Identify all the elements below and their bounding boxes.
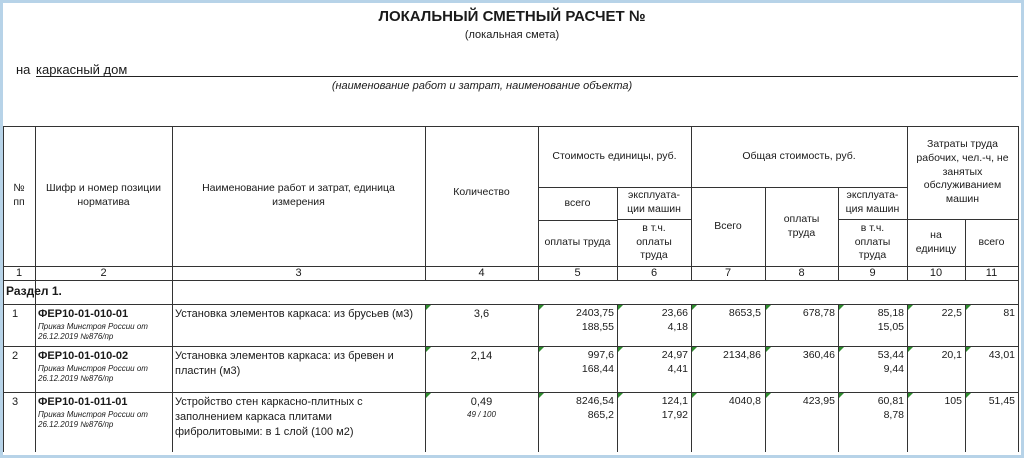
total-labor: 678,78 — [802, 307, 835, 319]
column-number: 10 — [929, 266, 943, 279]
table-line — [3, 392, 1018, 393]
total-all: 8653,5 — [728, 307, 761, 319]
workers-total: 81 — [1003, 307, 1015, 319]
table-line — [172, 304, 1018, 305]
cell-marker — [766, 393, 771, 398]
table-line — [3, 304, 172, 305]
cell-marker — [966, 347, 971, 352]
total-all: 4040,8 — [728, 395, 761, 407]
cell-marker — [692, 347, 697, 352]
cell-marker — [539, 305, 544, 310]
table-line — [907, 304, 908, 452]
table-line — [425, 304, 426, 452]
header-total-cost: Общая стоимость, руб. — [742, 149, 856, 162]
work-name: Установка элементов каркаса: из бревен и пластин (м3) — [175, 350, 394, 377]
header-qty: Количество — [453, 186, 510, 198]
cell-marker — [839, 305, 844, 310]
table-line — [691, 304, 692, 452]
workers-per-unit: 20,1 — [941, 349, 962, 361]
workers-per-unit: 22,5 — [941, 307, 962, 319]
unit-machines: 23,66 — [661, 307, 688, 319]
unit-labor: 865,2 — [587, 409, 614, 421]
document-title: ЛОКАЛЬНЫЙ СМЕТНЫЙ РАСЧЕТ № — [378, 8, 646, 25]
cell-marker — [539, 393, 544, 398]
total-machines: 85,18 — [877, 307, 904, 319]
row-number: 1 — [12, 308, 19, 320]
unit-incl-labor: 17,92 — [661, 409, 688, 421]
column-number: 9 — [869, 266, 876, 279]
total-labor: 423,95 — [802, 395, 835, 407]
header-per-unit: на единицу — [915, 228, 957, 255]
header-unit-cost: Стоимость единицы, руб. — [552, 149, 677, 162]
norm-code: ФЕР10-01-011-01 — [38, 396, 128, 408]
cell-marker — [426, 393, 431, 398]
header-unit-incl-labor: в т.ч. оплаты труда — [636, 222, 672, 262]
cell-marker — [766, 305, 771, 310]
column-number: 11 — [985, 266, 998, 279]
cell-marker — [618, 347, 623, 352]
column-number: 5 — [574, 266, 581, 279]
unit-incl-labor: 4,41 — [667, 363, 688, 375]
table-line — [3, 280, 1018, 281]
object-name: каркасный дом — [36, 62, 128, 77]
work-name: Устройство стен каркасно-плитных с заполнением каркаса плитами фибролитовыми: в 1 слой (100 м2) — [175, 396, 363, 438]
workers-per-unit: 105 — [944, 395, 962, 407]
cell-marker — [426, 305, 431, 310]
quantity: 0,49 — [470, 396, 493, 408]
cell-marker — [966, 393, 971, 398]
quantity: 3,6 — [473, 308, 490, 320]
header-code: Шифр и номер позиции норматива — [46, 182, 161, 208]
table-line — [965, 304, 966, 452]
unit-machines: 24,97 — [661, 349, 688, 361]
work-name: Установка элементов каркаса: из брусьев (м3) — [175, 308, 414, 320]
norm-order: Приказ Минстроя России от 26.12.2019 №876/пр — [38, 322, 148, 341]
header-total-all: Всего — [714, 219, 742, 232]
cell-marker — [908, 305, 913, 310]
header-total-labor: оплаты труда — [783, 212, 820, 239]
column-number: 7 — [724, 266, 732, 279]
table-right-line — [1018, 126, 1019, 452]
total-all: 2134,86 — [723, 349, 761, 361]
column-number: 8 — [798, 266, 805, 279]
quantity: 2,14 — [470, 350, 493, 362]
header-workers: Затраты труда рабочих, чел.-ч, не занятых обслуживанием машин — [916, 138, 1009, 205]
header-workers-total: всего — [978, 235, 1005, 248]
table-line — [765, 304, 766, 452]
unit-incl-labor: 4,18 — [667, 321, 688, 333]
cell-marker — [839, 347, 844, 352]
norm-code: ФЕР10-01-010-01 — [38, 308, 129, 320]
total-incl-labor: 8,78 — [883, 409, 904, 421]
total-machines: 53,44 — [877, 349, 904, 361]
unit-total: 8246,54 — [576, 395, 614, 407]
workers-total: 51,45 — [988, 395, 1015, 407]
total-labor: 360,46 — [802, 349, 835, 361]
unit-machines: 124,1 — [661, 395, 688, 407]
unit-total: 2403,75 — [576, 307, 614, 319]
header-npp: № пп — [13, 182, 25, 208]
workers-total: 43,01 — [988, 349, 1015, 361]
object-underline — [36, 76, 1018, 77]
object-prefix: на — [16, 62, 31, 77]
document-subtitle: (локальная смета) — [464, 29, 560, 41]
unit-labor: 168,44 — [581, 363, 614, 375]
norm-order: Приказ Минстроя России от 26.12.2019 №876/пр — [38, 364, 148, 383]
total-incl-labor: 15,05 — [877, 321, 904, 333]
row-number: 3 — [12, 396, 19, 408]
unit-labor: 188,55 — [581, 321, 614, 333]
cell-marker — [618, 305, 623, 310]
cell-marker — [766, 347, 771, 352]
cell-marker — [966, 305, 971, 310]
column-number: 6 — [650, 266, 658, 279]
cell-marker — [426, 347, 431, 352]
object-caption: (наименование работ и затрат, наименование объекта) — [331, 80, 633, 92]
header-name: Наименование работ и затрат, единица измерения — [202, 182, 395, 208]
header-total-incl-labor: в т.ч. оплаты труда — [854, 222, 891, 262]
quantity-formula: 49 / 100 — [467, 410, 496, 419]
cell-marker — [618, 393, 623, 398]
header-unit-labor: оплаты труда — [544, 236, 611, 249]
header-unit-total: всего — [564, 196, 591, 209]
row-number: 2 — [12, 350, 19, 362]
cell-marker — [908, 393, 913, 398]
norm-code: ФЕР10-01-010-02 — [38, 350, 129, 362]
total-machines: 60,81 — [877, 395, 904, 407]
norm-order: Приказ Минстроя России от 26.12.2019 №876/пр — [38, 410, 148, 429]
column-number: 4 — [478, 266, 485, 279]
cell-marker — [839, 393, 844, 398]
column-number: 1 — [15, 266, 23, 279]
header-total-machines: эксплуата- ция машин — [845, 189, 900, 215]
cell-marker — [692, 393, 697, 398]
total-incl-labor: 9,44 — [883, 363, 904, 375]
cell-marker — [539, 347, 544, 352]
header-unit-machines: эксплуата- ции машин — [627, 189, 681, 215]
column-number: 3 — [295, 266, 302, 279]
table-line — [3, 346, 1018, 347]
cell-marker — [692, 305, 697, 310]
unit-total: 997,6 — [587, 349, 614, 361]
cell-marker — [908, 347, 913, 352]
column-number: 2 — [100, 266, 107, 279]
section-title: Раздел 1. — [6, 284, 62, 298]
